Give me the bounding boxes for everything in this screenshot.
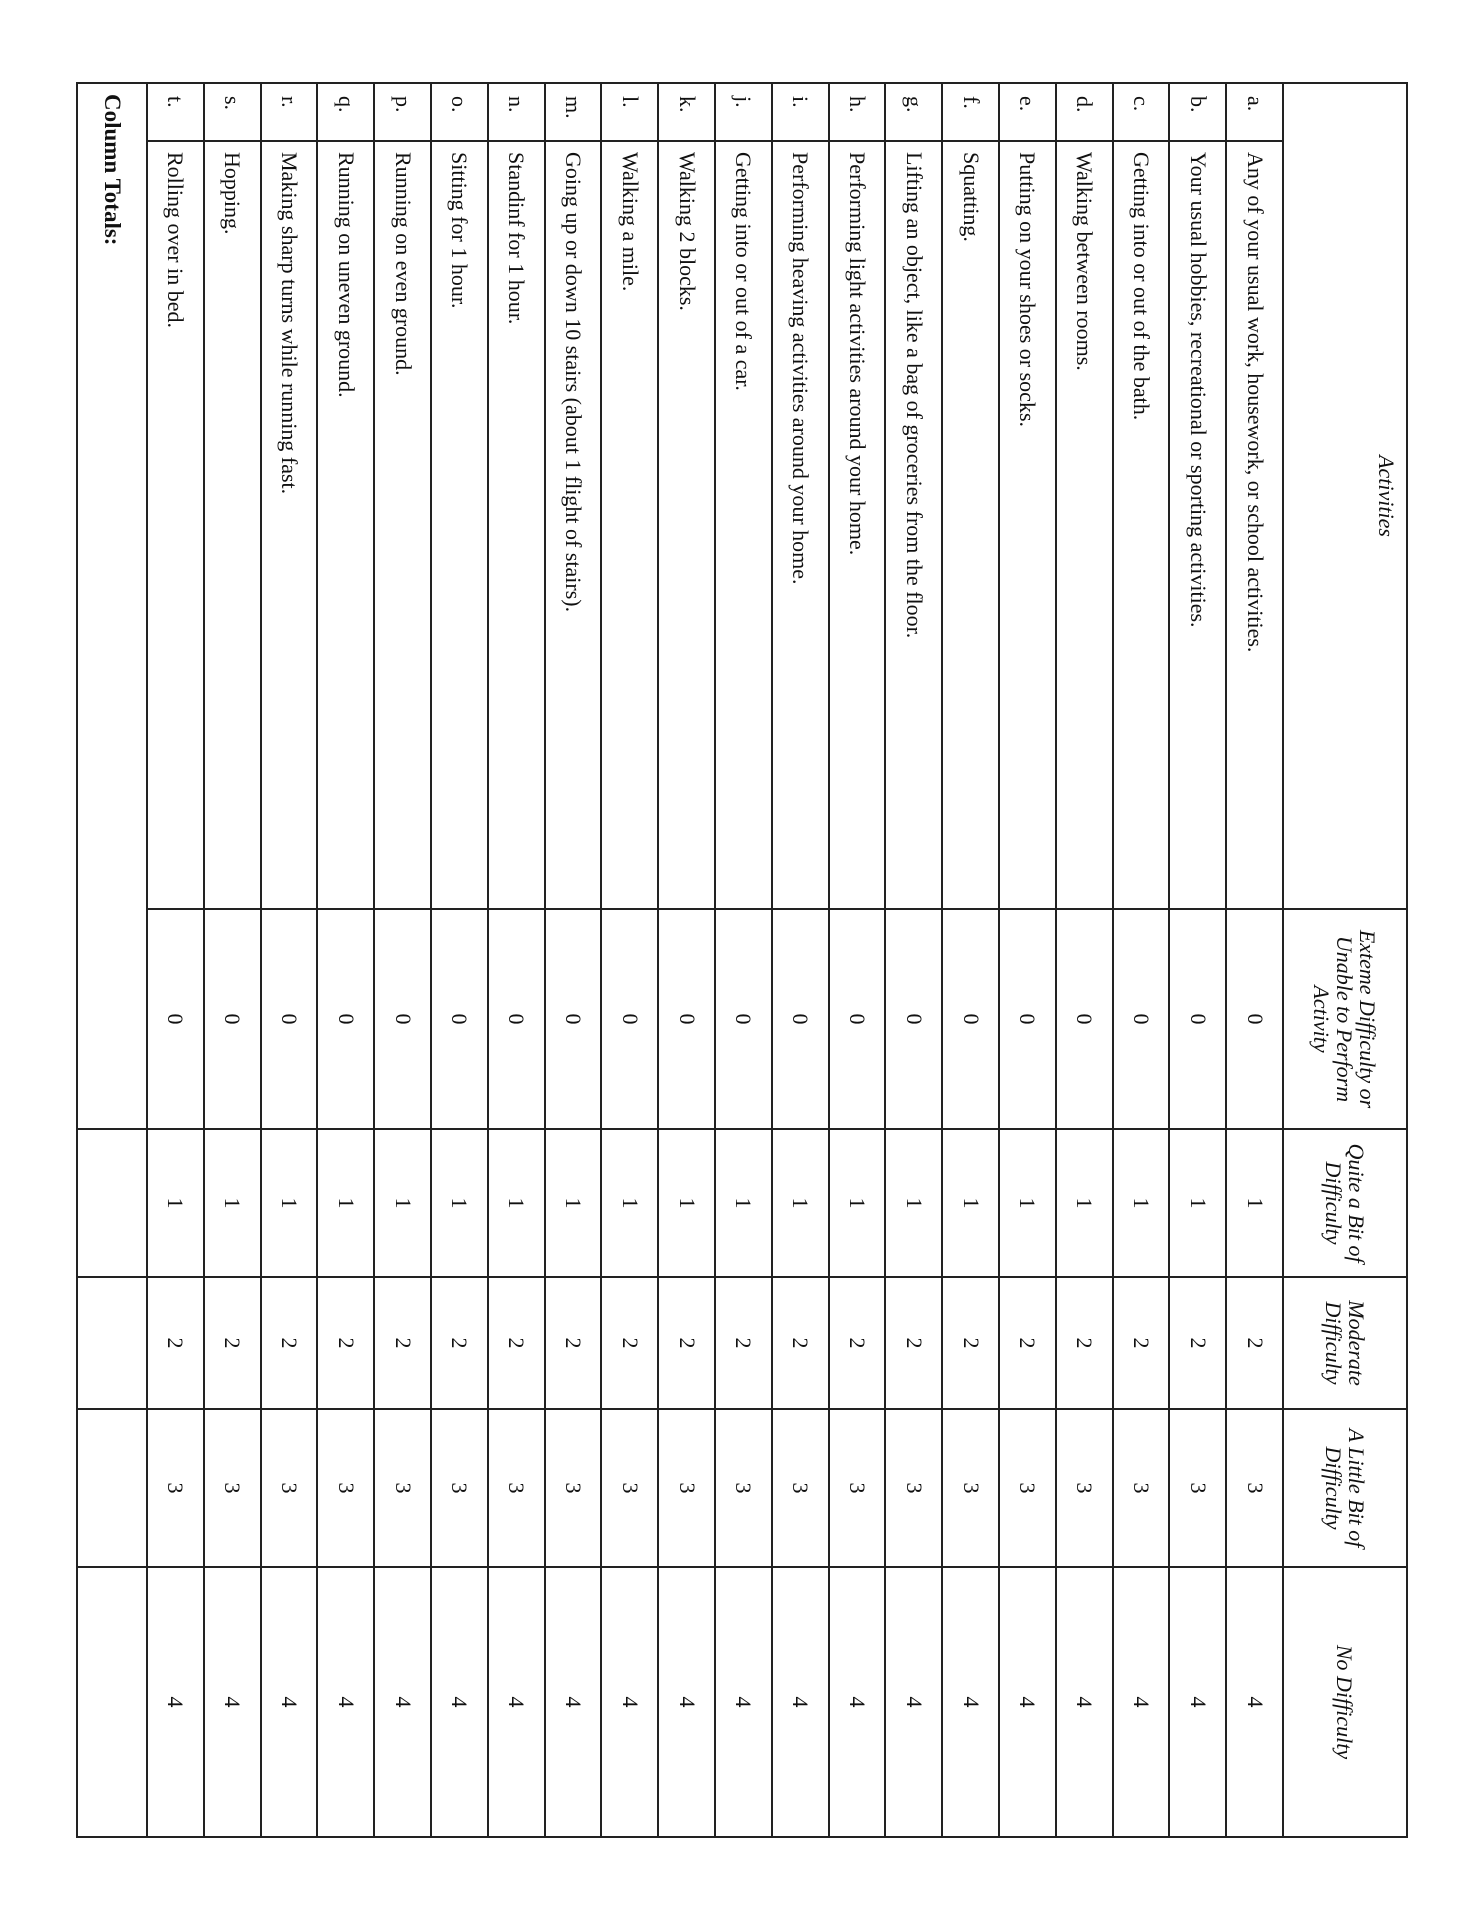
score-a-little-bit[interactable]: 3 — [601, 1409, 658, 1567]
score-moderate[interactable]: 2 — [261, 1277, 318, 1409]
score-quite-a-bit[interactable]: 1 — [1113, 1129, 1170, 1277]
score-a-little-bit[interactable]: 3 — [772, 1409, 829, 1567]
score-no-difficulty[interactable]: 4 — [1056, 1567, 1113, 1837]
score-a-little-bit[interactable]: 3 — [1056, 1409, 1113, 1567]
score-quite-a-bit[interactable]: 1 — [1056, 1129, 1113, 1277]
score-no-difficulty[interactable]: 4 — [1169, 1567, 1226, 1837]
table-row — [261, 83, 318, 1837]
row-letter: l. — [601, 83, 658, 141]
activity-text: Lifting an object, like a bag of groceries from the floor. — [885, 141, 942, 909]
score-extreme[interactable]: 0 — [715, 909, 772, 1129]
score-extreme[interactable]: 0 — [147, 909, 204, 1129]
score-moderate[interactable]: 2 — [829, 1277, 886, 1409]
activity-text: Rolling over in bed. — [147, 141, 204, 909]
score-quite-a-bit[interactable]: 1 — [147, 1129, 204, 1277]
activity-text: Running on even ground. — [374, 141, 431, 909]
score-no-difficulty[interactable]: 4 — [885, 1567, 942, 1837]
score-no-difficulty[interactable]: 4 — [1113, 1567, 1170, 1837]
score-extreme[interactable]: 0 — [942, 909, 999, 1129]
score-a-little-bit[interactable]: 3 — [885, 1409, 942, 1567]
row-letter: h. — [829, 83, 886, 141]
row-letter: k. — [658, 83, 715, 141]
activity-text: Sitting for 1 hour. — [431, 141, 488, 909]
score-moderate[interactable]: 2 — [1226, 1277, 1283, 1409]
score-a-little-bit[interactable]: 3 — [999, 1409, 1056, 1567]
score-a-little-bit[interactable]: 3 — [261, 1409, 318, 1567]
score-moderate[interactable]: 2 — [1113, 1277, 1170, 1409]
activity-text: Walking between rooms. — [1056, 141, 1113, 909]
row-letter: c. — [1113, 83, 1170, 141]
activity-text: Running on uneven ground. — [317, 141, 374, 909]
totals-cell — [77, 1567, 147, 1837]
row-letter: a. — [1226, 83, 1283, 141]
score-moderate[interactable]: 2 — [147, 1277, 204, 1409]
score-quite-a-bit[interactable]: 1 — [1169, 1129, 1226, 1277]
score-no-difficulty[interactable]: 4 — [374, 1567, 431, 1837]
score-a-little-bit[interactable]: 3 — [715, 1409, 772, 1567]
score-quite-a-bit[interactable]: 1 — [317, 1129, 374, 1277]
score-extreme[interactable]: 0 — [317, 909, 374, 1129]
score-no-difficulty[interactable]: 4 — [545, 1567, 602, 1837]
score-quite-a-bit[interactable]: 1 — [431, 1129, 488, 1277]
table-row — [1056, 83, 1113, 1837]
header-quite-a-bit: Quite a Bit of Difficulty — [1283, 1129, 1407, 1277]
score-quite-a-bit[interactable]: 1 — [715, 1129, 772, 1277]
table-row — [942, 83, 999, 1837]
rotated-table-wrapper — [78, 82, 1408, 1836]
activity-text: Getting into or out of the bath. — [1113, 141, 1170, 909]
score-a-little-bit[interactable]: 3 — [942, 1409, 999, 1567]
score-extreme[interactable]: 0 — [829, 909, 886, 1129]
score-moderate[interactable]: 2 — [488, 1277, 545, 1409]
score-moderate[interactable]: 2 — [885, 1277, 942, 1409]
score-no-difficulty[interactable]: 4 — [488, 1567, 545, 1837]
score-no-difficulty[interactable]: 4 — [829, 1567, 886, 1837]
table-row — [601, 83, 658, 1837]
score-extreme[interactable]: 0 — [374, 909, 431, 1129]
score-a-little-bit[interactable]: 3 — [545, 1409, 602, 1567]
score-quite-a-bit[interactable]: 1 — [204, 1129, 261, 1277]
score-no-difficulty[interactable]: 4 — [1226, 1567, 1283, 1837]
score-quite-a-bit[interactable]: 1 — [942, 1129, 999, 1277]
header-moderate: Moderate Difficulty — [1283, 1277, 1407, 1409]
score-moderate[interactable]: 2 — [601, 1277, 658, 1409]
score-extreme[interactable]: 0 — [431, 909, 488, 1129]
row-letter: q. — [317, 83, 374, 141]
totals-cell — [77, 1409, 147, 1567]
rotated-page — [78, 82, 1408, 1836]
score-moderate[interactable]: 2 — [317, 1277, 374, 1409]
activity-text: Walking a mile. — [601, 141, 658, 909]
table-row — [829, 83, 886, 1837]
header-no-difficulty: No Difficulty — [1283, 1567, 1407, 1837]
score-moderate[interactable]: 2 — [658, 1277, 715, 1409]
row-letter: p. — [374, 83, 431, 141]
column-totals-row — [77, 83, 147, 1837]
row-letter: e. — [999, 83, 1056, 141]
score-moderate[interactable]: 2 — [942, 1277, 999, 1409]
activity-text: Performing light activities around your home. — [829, 141, 886, 909]
activity-text: Standinf for 1 hour. — [488, 141, 545, 909]
activity-text: Going up or down 10 stairs (about 1 flight of stairs). — [545, 141, 602, 909]
table-row — [1113, 83, 1170, 1837]
row-letter: m. — [545, 83, 602, 141]
score-a-little-bit[interactable]: 3 — [1113, 1409, 1170, 1567]
score-a-little-bit[interactable]: 3 — [431, 1409, 488, 1567]
score-moderate[interactable]: 2 — [1056, 1277, 1113, 1409]
header-a-little-bit: A Little Bit of Difficulty — [1283, 1409, 1407, 1567]
row-letter: r. — [261, 83, 318, 141]
score-a-little-bit[interactable]: 3 — [1169, 1409, 1226, 1567]
activity-rows — [147, 83, 1283, 1837]
score-no-difficulty[interactable]: 4 — [431, 1567, 488, 1837]
score-quite-a-bit[interactable]: 1 — [999, 1129, 1056, 1277]
activity-text: Hopping. — [204, 141, 261, 909]
table-row — [885, 83, 942, 1837]
score-no-difficulty[interactable]: 4 — [204, 1567, 261, 1837]
score-a-little-bit[interactable]: 3 — [829, 1409, 886, 1567]
score-a-little-bit[interactable]: 3 — [317, 1409, 374, 1567]
score-extreme[interactable]: 0 — [488, 909, 545, 1129]
row-letter: i. — [772, 83, 829, 141]
activity-scale-table — [76, 82, 1408, 1838]
score-extreme[interactable]: 0 — [999, 909, 1056, 1129]
score-a-little-bit[interactable]: 3 — [1226, 1409, 1283, 1567]
score-extreme[interactable]: 0 — [658, 909, 715, 1129]
header-extreme-difficulty: Exteme Difficulty or Unable to Perform Activity — [1283, 909, 1407, 1129]
score-moderate[interactable]: 2 — [374, 1277, 431, 1409]
score-a-little-bit[interactable]: 3 — [147, 1409, 204, 1567]
activity-text: Putting on your shoes or socks. — [999, 141, 1056, 909]
table-row — [431, 83, 488, 1837]
score-no-difficulty[interactable]: 4 — [942, 1567, 999, 1837]
activities-header: Activities — [1283, 83, 1407, 909]
score-extreme[interactable]: 0 — [601, 909, 658, 1129]
row-letter: j. — [715, 83, 772, 141]
row-letter: n. — [488, 83, 545, 141]
score-extreme[interactable]: 0 — [1169, 909, 1226, 1129]
table-row — [772, 83, 829, 1837]
table-row — [1226, 83, 1283, 1837]
row-letter: t. — [147, 83, 204, 141]
column-totals-label: Column Totals: — [77, 83, 147, 909]
row-letter: b. — [1169, 83, 1226, 141]
score-moderate[interactable]: 2 — [204, 1277, 261, 1409]
score-moderate[interactable]: 2 — [545, 1277, 602, 1409]
score-no-difficulty[interactable]: 4 — [715, 1567, 772, 1837]
table-row — [317, 83, 374, 1837]
table-row — [1169, 83, 1226, 1837]
table-row — [715, 83, 772, 1837]
score-no-difficulty[interactable]: 4 — [658, 1567, 715, 1837]
activity-text: Squatting. — [942, 141, 999, 909]
table-row — [204, 83, 261, 1837]
row-letter: o. — [431, 83, 488, 141]
score-quite-a-bit[interactable]: 1 — [545, 1129, 602, 1277]
score-extreme[interactable]: 0 — [545, 909, 602, 1129]
score-extreme[interactable]: 0 — [1226, 909, 1283, 1129]
activity-text: Walking 2 blocks. — [658, 141, 715, 909]
table-row — [545, 83, 602, 1837]
header-row — [1283, 83, 1407, 1837]
score-quite-a-bit[interactable]: 1 — [261, 1129, 318, 1277]
activity-text: Your usual hobbies, recreational or sporting activities. — [1169, 141, 1226, 909]
score-quite-a-bit[interactable]: 1 — [488, 1129, 545, 1277]
table-row — [658, 83, 715, 1837]
row-letter: g. — [885, 83, 942, 141]
score-no-difficulty[interactable]: 4 — [261, 1567, 318, 1837]
score-extreme[interactable]: 0 — [1056, 909, 1113, 1129]
score-extreme[interactable]: 0 — [261, 909, 318, 1129]
row-letter: s. — [204, 83, 261, 141]
score-moderate[interactable]: 2 — [431, 1277, 488, 1409]
score-extreme[interactable]: 0 — [204, 909, 261, 1129]
score-quite-a-bit[interactable]: 1 — [374, 1129, 431, 1277]
activity-text: Making sharp turns while running fast. — [261, 141, 318, 909]
score-quite-a-bit[interactable]: 1 — [885, 1129, 942, 1277]
score-a-little-bit[interactable]: 3 — [204, 1409, 261, 1567]
score-a-little-bit[interactable]: 3 — [488, 1409, 545, 1567]
activity-text: Any of your usual work, housework, or school activities. — [1226, 141, 1283, 909]
score-extreme[interactable]: 0 — [885, 909, 942, 1129]
totals-cell — [77, 1129, 147, 1277]
score-moderate[interactable]: 2 — [715, 1277, 772, 1409]
score-extreme[interactable]: 0 — [1113, 909, 1170, 1129]
score-quite-a-bit[interactable]: 1 — [1226, 1129, 1283, 1277]
score-no-difficulty[interactable]: 4 — [601, 1567, 658, 1837]
row-letter: d. — [1056, 83, 1113, 141]
score-no-difficulty[interactable]: 4 — [317, 1567, 374, 1837]
score-no-difficulty[interactable]: 4 — [147, 1567, 204, 1837]
table-row — [999, 83, 1056, 1837]
table-row — [374, 83, 431, 1837]
score-a-little-bit[interactable]: 3 — [658, 1409, 715, 1567]
totals-cell — [77, 1277, 147, 1409]
score-quite-a-bit[interactable]: 1 — [829, 1129, 886, 1277]
score-no-difficulty[interactable]: 4 — [999, 1567, 1056, 1837]
activity-text: Getting into or out of a car. — [715, 141, 772, 909]
totals-cell — [77, 909, 147, 1129]
score-a-little-bit[interactable]: 3 — [374, 1409, 431, 1567]
score-moderate[interactable]: 2 — [772, 1277, 829, 1409]
table-row — [147, 83, 204, 1837]
score-quite-a-bit[interactable]: 1 — [601, 1129, 658, 1277]
score-quite-a-bit[interactable]: 1 — [772, 1129, 829, 1277]
score-moderate[interactable]: 2 — [1169, 1277, 1226, 1409]
score-extreme[interactable]: 0 — [772, 909, 829, 1129]
score-no-difficulty[interactable]: 4 — [772, 1567, 829, 1837]
table-row — [488, 83, 545, 1837]
score-moderate[interactable]: 2 — [999, 1277, 1056, 1409]
activity-text: Performing heaving activities around your home. — [772, 141, 829, 909]
row-letter: f. — [942, 83, 999, 141]
score-quite-a-bit[interactable]: 1 — [658, 1129, 715, 1277]
